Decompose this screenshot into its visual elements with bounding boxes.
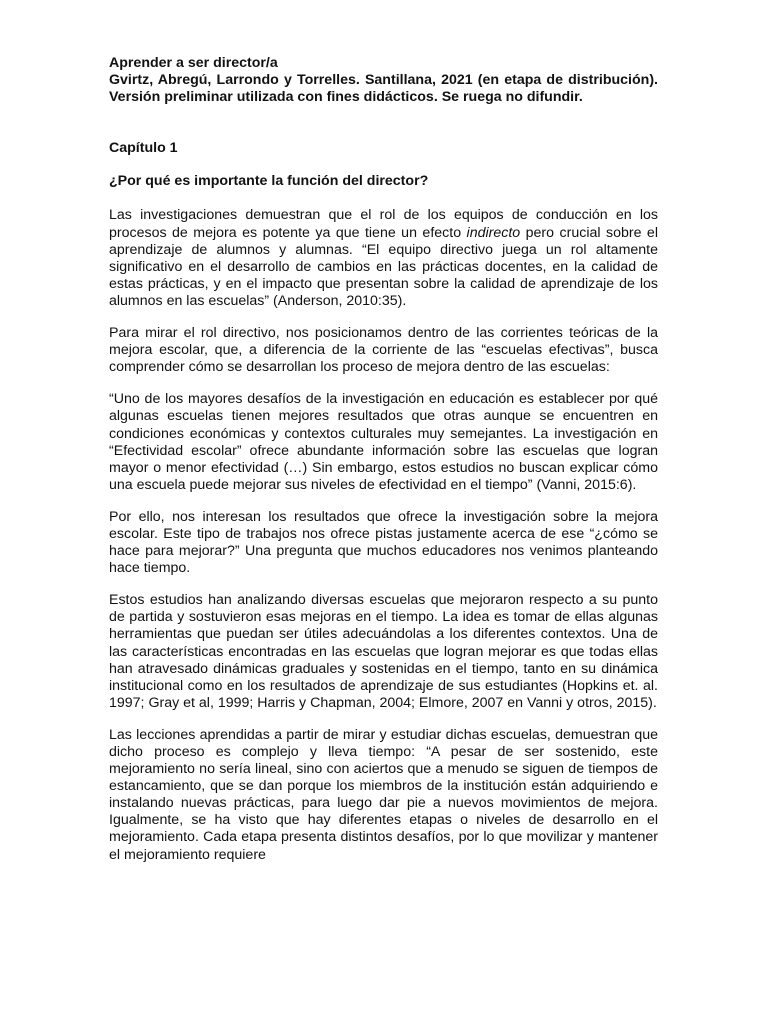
document-header: [109, 55, 658, 106]
paragraph-3-quote: “Uno de los mayores desafíos de la investigación en educación es establecer por qué algunas escuelas tienen mejores resultados que otras aunque se encuentren en condiciones económicas y contextos culturales muy semejantes. La investigación en “Efectividad escolar” ofrece abundante información sobre las escuelas que logran mayor o menor efectividad (…) Sin embargo, estos estudios no buscan explicar cómo una escuela puede mejorar sus niveles de efectividad en el tiempo” (Vanni, 2015:6).: [109, 391, 658, 493]
document-citation: Gvirtz, Abregú, Larrondo y Torrelles. Santillana, 2021 (en etapa de distribución). Versión preliminar utilizada con fines didácticos. Se ruega no difundir.: [109, 72, 658, 106]
paragraph-4: Por ello, nos interesan los resultados que ofrece la investigación sobre la mejora escolar. Este tipo de trabajos nos ofrece pistas justamente acerca de ese “¿cómo se hace para mejorar?” Una pregunta que muchos educadores nos venimos planteando hace tiempo.: [109, 508, 658, 577]
chapter-heading: Capítulo 1: [109, 140, 178, 157]
paragraph-1-start: Las investigaciones demuestran que el rol de los equipos de conducción en los procesos de mejora es potente ya que tiene un efecto: [109, 207, 658, 241]
section-question: ¿Por qué es importante la función del director?: [109, 173, 429, 190]
paragraph-1: [109, 207, 658, 310]
paragraph-2: Para mirar el rol directivo, nos posicionamos dentro de las corrientes teóricas de la mejora escolar, que, a diferencia de la corriente de las “escuelas efectivas”, busca comprender cómo se desarrollan los proceso de mejora dentro de las escuelas:: [109, 325, 658, 376]
paragraph-1-end: pero crucial sobre el aprendizaje de alumnos y alumnas. “El equipo directivo juega un rol altamente significativo en el desarrollo de cambios en las prácticas docentes, en la calidad de estas prácticas, y en el impacto que presentan sobre la calidad de aprendizaje de los alumnos en las escuelas” (Anderson, 2010:35).: [109, 224, 658, 309]
document-title: Aprender a ser director/a: [109, 55, 278, 71]
paragraph-1-italic: indirecto: [466, 224, 521, 241]
document-page: [109, 55, 658, 864]
paragraph-5: Estos estudios han analizando diversas escuelas que mejoraron respecto a su punto de partida y sostuvieron esas mejoras en el tiempo. La idea es tomar de ellas algunas herramientas que puedan ser útiles adecuándolas a los diferentes contextos. Una de las características encontradas en las escuelas que logran mejorar es que todas ellas han atravesado dinámicas graduales y sostenidas en el tiempo, tanto en su dinámica institucional como en los resultados de aprendizaje de sus estudiantes (Hopkins et. al. 1997; Gray et al, 1999; Harris y Chapman, 2004; Elmore, 2007 en Vanni y otros, 2015).: [109, 592, 658, 711]
paragraph-6: Las lecciones aprendidas a partir de mirar y estudiar dichas escuelas, demuestran que dicho proceso es complejo y lleva tiempo: “A pesar de ser sostenido, este mejoramiento no sería lineal, sino con aciertos que a menudo se siguen de tiempos de estancamiento, que se dan porque los miembros de la institución están adquiriendo e instalando nuevas prácticas, para luego dar pie a nuevos movimientos de mejora. Igualmente, se ha visto que hay diferentes etapas o niveles de desarrollo en el mejoramiento. Cada etapa presenta distintos desafíos, por lo que movilizar y mantener el mejoramiento requiere: [109, 726, 658, 863]
